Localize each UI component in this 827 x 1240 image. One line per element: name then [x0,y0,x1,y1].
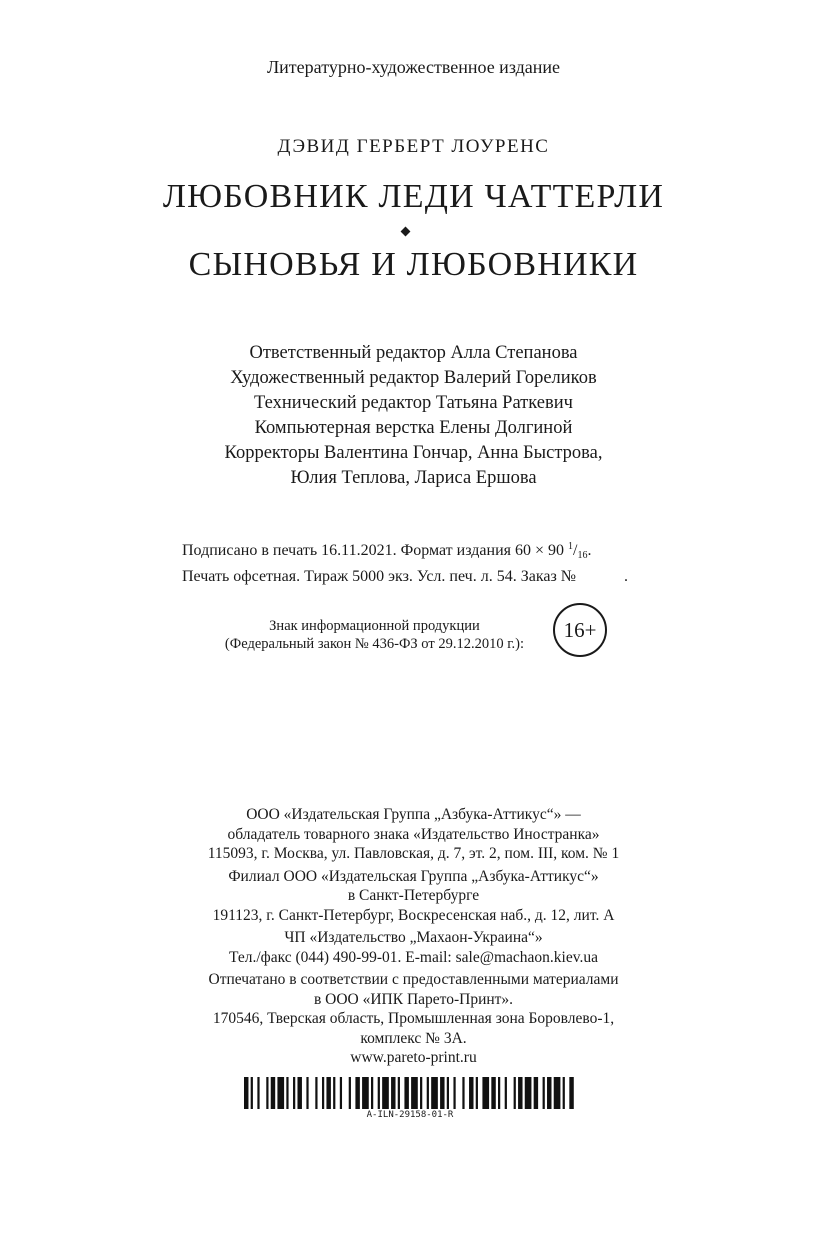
imprint-line: Тел./факс (044) 490-99-01. E-mail: sale@machaon.kiev.ua [228,948,598,966]
print-info-line-2 [182,566,628,587]
barcode-bar [315,1077,317,1109]
barcode-bar [543,1077,545,1109]
diamond-separator-icon [401,227,411,237]
print-format-text: Подписано в печать 16.11.2021. Формат издания 60 × 90 [182,542,565,559]
imprint-line: ЧП «Издательство „Махаон-Украина“» [284,929,543,946]
imprint-line: www.pareto-print.ru [350,1049,477,1066]
barcode [244,1077,576,1120]
barcode-bar [382,1077,389,1109]
barcode-bar [404,1077,408,1109]
age-rating-badge [553,603,607,657]
barcode-bar [491,1077,495,1109]
barcode-bar [297,1077,301,1109]
barcode-bar [547,1077,551,1109]
barcode-bar [398,1077,400,1109]
age-rating-label: 16+ [563,617,597,642]
imprint-line: 115093, г. Москва, ул. Павловская, д. 7, эт. 2, пом. III, ком. № 1 [207,845,620,862]
barcode-bar [244,1077,248,1109]
barcode-bar [322,1077,324,1109]
barcode-bar [293,1077,295,1109]
credit-line: Юлия Теплова, Лариса Ершова [290,468,537,488]
barcode-bar [427,1077,429,1109]
barcode-bar [462,1077,464,1109]
barcode-bar [518,1077,522,1109]
barcode-bar [498,1077,500,1109]
barcode-bar [469,1077,473,1109]
print-run-text: Печать офсетная. Тираж 5000 экз. Усл. печ. л. 54. Заказ № [182,568,577,585]
barcode-code: A-ILN-29158-01-R [366,1110,454,1120]
print-info [182,536,628,587]
print-info-line-1 [182,536,628,566]
credit-line: Ответственный редактор Алла Степанова [249,343,578,363]
barcode-bar [251,1077,253,1109]
barcode-bar [569,1077,573,1109]
barcode-bar [326,1077,330,1109]
barcode-bar [271,1077,275,1109]
imprint-line: 170546, Тверская область, Промышленная зона Боровлево-1, [212,1010,615,1027]
imprint-line: Филиал ООО «Издательская Группа „Азбука-Аттикус“» [228,867,599,885]
barcode-bar [431,1077,438,1109]
barcode-bar [286,1077,288,1109]
barcode-bar [476,1077,478,1109]
barcode-bar [411,1077,418,1109]
barcode-bar [333,1077,335,1109]
book-title-2: СЫНОВЬЯ И ЛЮБОВНИКИ [188,246,639,283]
barcode-bar [355,1077,359,1109]
format-denominator: 16 [577,550,588,561]
barcode-bar [277,1077,284,1109]
barcode-bar [371,1077,373,1109]
barcode-bar [349,1077,351,1109]
barcode-bar [378,1077,380,1109]
barcode-bar [440,1077,444,1109]
imprint-line: обладатель товарного знака «Издательство Иностранка» [227,825,600,843]
sign-line-1: Знак информационной продукции [269,618,480,634]
barcode-bar [340,1077,342,1109]
barcode-bar [482,1077,489,1109]
genre-label: Литературно-художественное издание [266,57,561,77]
barcode-bars-icon [244,1077,576,1109]
imprint-line: Отпечатано в соответствии с предоставленными материалами [208,971,619,988]
format-numerator: 1 [568,541,574,552]
imprint-line: ООО «Издательская Группа „Азбука-Аттикус“» — [246,806,581,823]
barcode-bar [266,1077,268,1109]
barcode-bar [362,1077,369,1109]
imprint-line: 191123, г. Санкт-Петербург, Воскресенская наб., д. 12, лит. А [212,906,615,924]
barcode-bar [391,1077,395,1109]
imprint-line: в Санкт-Петербурге [347,887,480,904]
barcode-bar [420,1077,422,1109]
print-line1-end: . [587,542,592,559]
sign-line-2: (Федеральный закон № 436-ФЗ от 29.12.2010 г.): [224,636,524,652]
imprint-block [0,805,827,1068]
credit-line: Компьютерная верстка Елены Долгиной [254,418,573,438]
barcode-bar [505,1077,507,1109]
barcode-bar [534,1077,538,1109]
barcode-bar [514,1077,516,1109]
credits-block [0,341,827,491]
author-name: ДЭВИД ГЕРБЕРТ ЛОУРЕНС [277,136,550,157]
imprint-line: комплекс № 3А. [360,1029,467,1047]
credit-line: Художественный редактор Валерий Гореликов [230,368,597,388]
credit-line: Корректоры Валентина Гончар, Анна Быстрова, [224,443,603,463]
barcode-bar [525,1077,532,1109]
barcode-bar [554,1077,561,1109]
barcode-bar [257,1077,259,1109]
credit-line: Технический редактор Татьяна Раткевич [254,393,573,413]
format-fraction: $^1/_{16}$ [568,541,588,561]
info-product-sign [225,617,524,653]
barcode-bar [453,1077,455,1109]
barcode-bar [447,1077,449,1109]
book-title-1: ЛЮБОВНИК ЛЕДИ ЧАТТЕРЛИ [162,178,665,215]
barcode-bar [563,1077,565,1109]
imprint-line: в ООО «ИПК Парето-Принт». [313,990,514,1008]
print-line2-end: . [624,568,629,585]
barcode-bar [306,1077,308,1109]
